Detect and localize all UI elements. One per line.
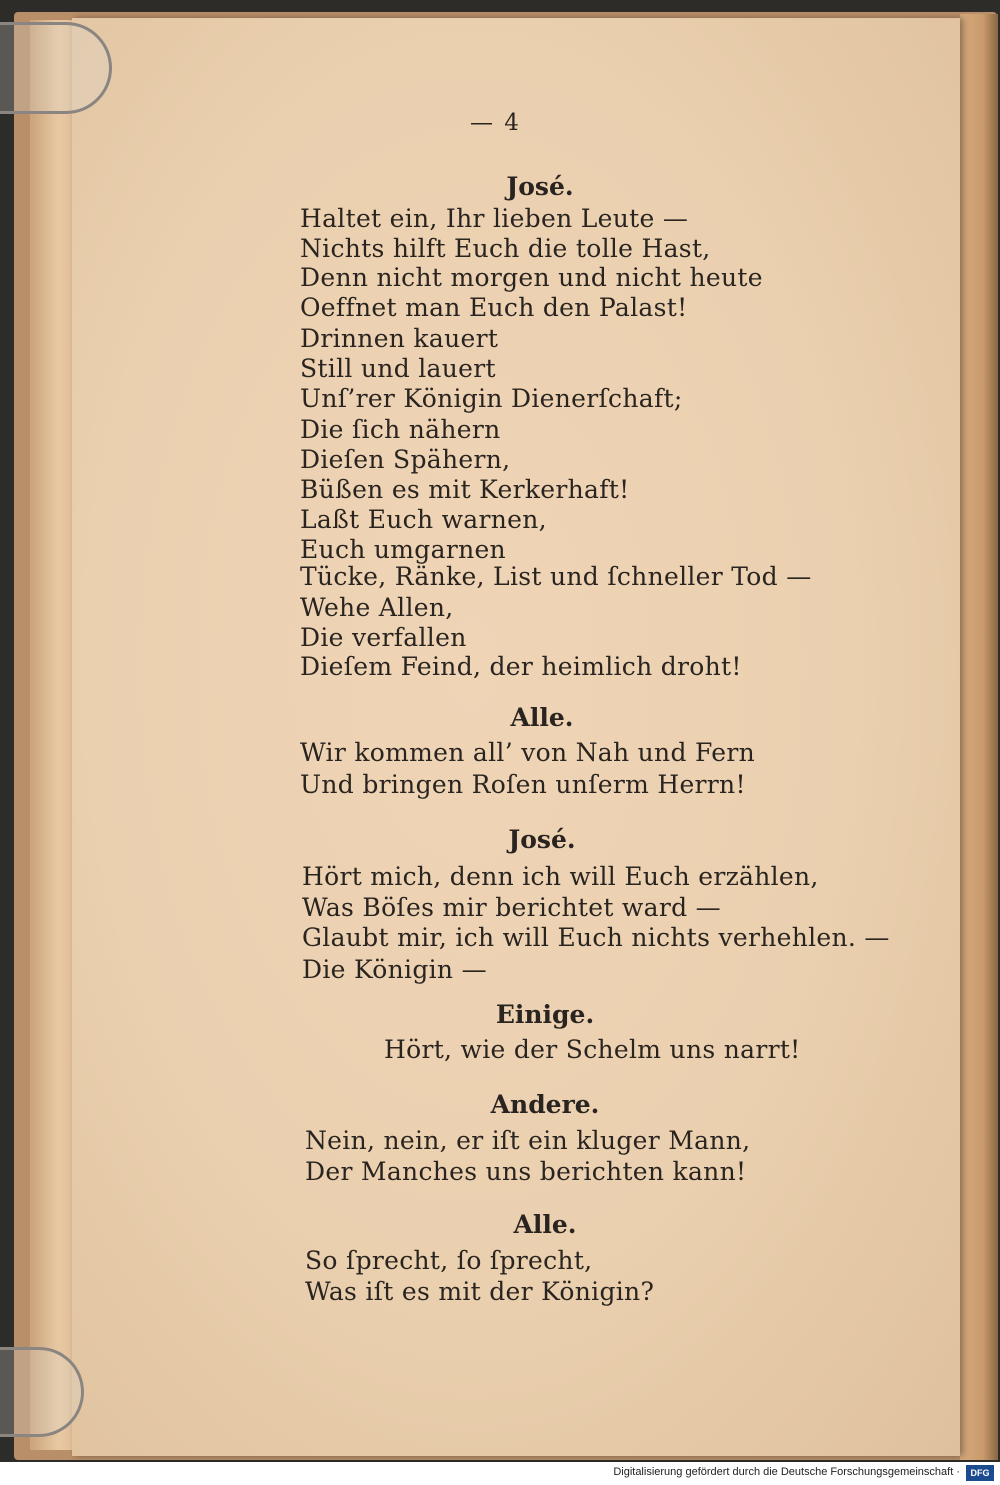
- verse-line: Die Königin —: [302, 955, 487, 984]
- verse-line: So ſprecht, ſo ſprecht,: [305, 1246, 593, 1275]
- funding-footer: [0, 1462, 1000, 1485]
- verse-line: Drinnen kauert: [300, 324, 499, 353]
- verse-line: Dieſem Feind, der heimlich droht!: [300, 652, 742, 681]
- verse-line: Denn nicht morgen und nicht heute: [300, 263, 763, 292]
- verse-line: Nein, nein, er iſt ein kluger Mann,: [305, 1126, 751, 1155]
- verse-line: Glaubt mir, ich will Euch nichts verhehlen. —: [302, 923, 890, 952]
- speaker-heading: José.: [506, 172, 574, 201]
- verse-line: Wir kommen all’ von Nah und Fern: [300, 738, 756, 767]
- verse-line: Euch umgarnen: [300, 535, 506, 564]
- verse-line: Haltet ein, Ihr lieben Leute —: [300, 204, 689, 233]
- verse-line: Tücke, Ränke, List und ſchneller Tod —: [300, 562, 812, 591]
- verse-line: Nichts hilft Euch die tolle Hast,: [300, 234, 711, 263]
- verse-line: Oeffnet man Euch den Palast!: [300, 293, 688, 322]
- verse-line: Laßt Euch warnen,: [300, 505, 547, 534]
- verse-line: Der Manches uns berichten kann!: [305, 1157, 747, 1186]
- speaker-heading: Einige.: [495, 1000, 595, 1029]
- verse-line: Was Böſes mir berichtet ward —: [302, 893, 721, 922]
- verse-line: Die ſich nähern: [300, 415, 501, 444]
- verse-line: Still und lauert: [300, 354, 496, 383]
- verse-line: Büßen es mit Kerkerhaft!: [300, 475, 630, 504]
- verse-line: Und bringen Roſen unſerm Herrn!: [300, 770, 746, 799]
- verse-line: Hört mich, denn ich will Euch erzählen,: [302, 862, 819, 891]
- verse-line: Was iſt es mit der Königin?: [305, 1277, 655, 1306]
- speaker-heading: José.: [508, 825, 576, 854]
- speaker-heading: Andere.: [490, 1090, 600, 1119]
- verse-line: Dieſen Spähern,: [300, 445, 511, 474]
- speaker-heading: Alle.: [510, 703, 574, 732]
- verse-line: Die verfallen: [300, 623, 467, 652]
- page-number: — 4: [470, 110, 521, 136]
- verse-line: Unſ’rer Königin Dienerſchaft;: [300, 384, 683, 413]
- funding-credit: Digitalisierung gefördert durch die Deutsche Forschungsgemeinschaft ·: [613, 1466, 960, 1478]
- verse-line: Hört, wie der Schelm uns narrt!: [384, 1035, 801, 1064]
- speaker-heading: Alle.: [513, 1210, 577, 1239]
- dfg-logo-icon: DFG: [966, 1465, 994, 1481]
- verse-line: Wehe Allen,: [300, 593, 454, 622]
